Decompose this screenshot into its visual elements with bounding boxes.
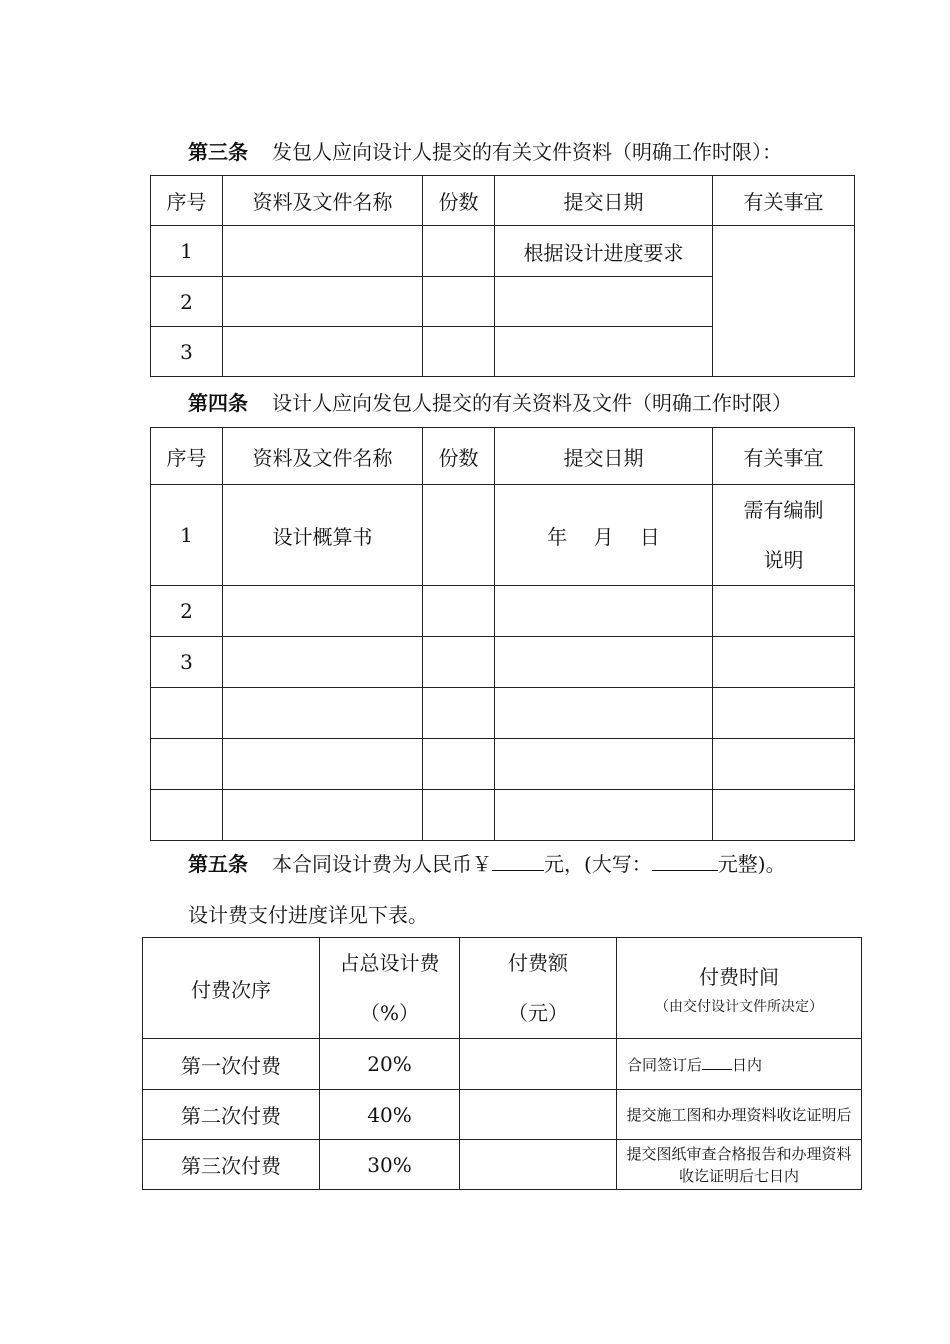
copies-cell [423, 485, 495, 586]
row-number [151, 790, 223, 841]
time-text-a: 合同签订后 [627, 1055, 703, 1074]
date-cell [495, 586, 713, 637]
row-number: 2 [151, 277, 223, 327]
doc-name-cell [223, 688, 423, 739]
header-cell: 有关事宜 [713, 428, 855, 485]
doc-name-cell [223, 327, 423, 377]
table-header-row [151, 428, 855, 485]
notes-cell [713, 790, 855, 841]
copies-cell [423, 739, 495, 790]
clause-3-table [150, 175, 855, 377]
date-cell: 根据设计进度要求 [495, 226, 713, 277]
payment-order-cell: 第二次付费 [143, 1090, 320, 1140]
header-cell: 份数 [423, 176, 495, 226]
header-cell: 份数 [423, 428, 495, 485]
clause-4-heading [188, 391, 792, 415]
row-number [151, 739, 223, 790]
row-number: 3 [151, 327, 223, 377]
copies-cell [423, 226, 495, 277]
header-cell: 资料及文件名称 [223, 428, 423, 485]
header-amount [460, 938, 617, 1039]
date-cell [495, 688, 713, 739]
amount-cell [460, 1039, 617, 1090]
notes-cell [713, 739, 855, 790]
amount-cell [460, 1090, 617, 1140]
header-payment-time [617, 938, 862, 1039]
table-row [151, 688, 855, 739]
clause-5-heading [188, 852, 786, 876]
copies-cell [423, 790, 495, 841]
doc-name-cell: 设计概算书 [223, 485, 423, 586]
clause-3-text: 发包人应向设计人提交的有关文件资料（明确工作时限）： [272, 140, 782, 164]
percentage-cell: 40% [320, 1090, 460, 1140]
date-cell [495, 739, 713, 790]
header-line: 付费额 [508, 951, 568, 975]
percentage-cell: 20% [320, 1039, 460, 1090]
table-row [151, 586, 855, 637]
payment-order-cell: 第三次付费 [143, 1140, 320, 1190]
doc-name-cell [223, 277, 423, 327]
amount-cell [460, 1140, 617, 1190]
date-cell: 年 月 日 [495, 485, 713, 586]
payment-time-cell: 提交图纸审查合格报告和办理资料收讫证明后七日内 [617, 1140, 862, 1190]
clause-5-text-a: 本合同设计费为人民币￥ [272, 852, 492, 876]
table-row [151, 637, 855, 688]
table-row [151, 739, 855, 790]
header-cell: 序号 [151, 176, 223, 226]
table-row [143, 1140, 862, 1190]
notes-cell [713, 688, 855, 739]
date-cell [495, 327, 713, 377]
date-cell [495, 277, 713, 327]
header-cell: 序号 [151, 428, 223, 485]
copies-cell [423, 327, 495, 377]
header-cell: 资料及文件名称 [223, 176, 423, 226]
copies-cell [423, 637, 495, 688]
time-text-b: 日内 [732, 1055, 763, 1074]
header-percentage [320, 938, 460, 1039]
doc-name-cell [223, 790, 423, 841]
payment-table [142, 937, 862, 1190]
row-number: 2 [151, 586, 223, 637]
header-cell: 提交日期 [495, 428, 713, 485]
payment-time-cell [617, 1039, 862, 1090]
notes-line: 需有编制 [743, 498, 824, 522]
header-cell: 有关事宜 [713, 176, 855, 226]
header-payment-order: 付费次序 [143, 938, 320, 1039]
table-header-row [143, 938, 862, 1039]
table-row [143, 1090, 862, 1140]
date-cell [495, 637, 713, 688]
clause-3-heading [188, 140, 782, 164]
payment-order-cell: 第一次付费 [143, 1039, 320, 1090]
doc-name-cell [223, 586, 423, 637]
header-cell: 提交日期 [495, 176, 713, 226]
table-row [151, 485, 855, 586]
notes-cell [713, 226, 855, 377]
clause-5-label: 第五条 [188, 852, 248, 876]
row-number: 1 [151, 485, 223, 586]
fee-amount-blank [492, 852, 544, 871]
table-row [151, 226, 855, 277]
copies-cell [423, 688, 495, 739]
doc-name-cell [223, 739, 423, 790]
doc-name-cell [223, 226, 423, 277]
clause-4-text: 设计人应向发包人提交的有关资料及文件（明确工作时限） [272, 391, 792, 415]
days-blank [702, 1055, 732, 1070]
copies-cell [423, 586, 495, 637]
row-number [151, 688, 223, 739]
percentage-cell: 30% [320, 1140, 460, 1190]
clause-4-label: 第四条 [188, 391, 248, 415]
header-line: 占总设计费 [339, 951, 440, 975]
row-number: 3 [151, 637, 223, 688]
notes-cell [713, 485, 855, 586]
payment-intro: 设计费支付进度详见下表。 [188, 903, 428, 927]
fee-capital-blank [652, 852, 718, 871]
header-line: （%） [359, 1001, 419, 1025]
notes-cell [713, 586, 855, 637]
clause-3-label: 第三条 [188, 140, 248, 164]
table-row [143, 1039, 862, 1090]
notes-cell [713, 637, 855, 688]
header-line: （元） [508, 1001, 568, 1025]
table-header-row [151, 176, 855, 226]
payment-time-cell: 提交施工图和办理资料收讫证明后 [617, 1090, 862, 1140]
table-row [151, 790, 855, 841]
date-cell [495, 790, 713, 841]
header-note: （由交付设计文件所决定） [655, 998, 823, 1015]
row-number: 1 [151, 226, 223, 277]
doc-name-cell [223, 637, 423, 688]
notes-line: 说明 [763, 548, 804, 572]
copies-cell [423, 277, 495, 327]
clause-5-text-c: 元整)。 [717, 852, 786, 876]
clause-5-text-b: 元，(大写： [544, 852, 652, 876]
header-line: 付费时间 [699, 964, 779, 989]
clause-4-table [150, 427, 855, 841]
